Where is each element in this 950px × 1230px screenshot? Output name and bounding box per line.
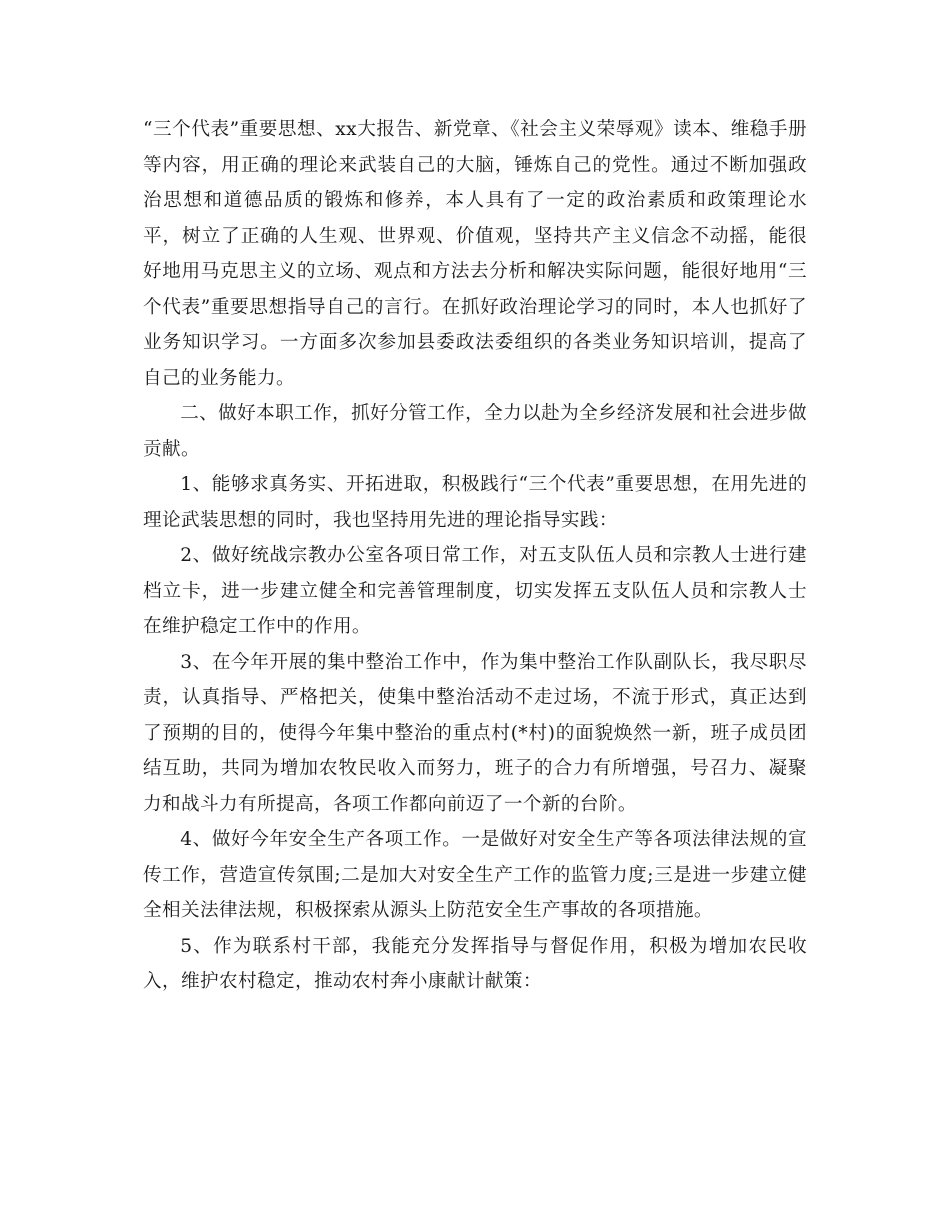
document-body xyxy=(143,112,807,1000)
paragraph-item-3: 3、在今年开展的集中整治工作中，作为集中整治工作队副队长，我尽职尽责，认真指导、严格把关，使集中整治活动不走过场，不流于形式，真正达到了预期的目的，使得今年集中整治的重点村(*村)的面貌焕然一新，班子成员团结互助，共同为增加农牧民收入而努力，班子的合力有所增强，号召力、凝聚力和战斗力有所提高，各项工作都向前迈了一个新的台阶。 xyxy=(143,651,807,815)
paragraph-item-2: 2、做好统战宗教办公室各项日常工作，对五支队伍人员和宗教人士进行建档立卡，进一步建立健全和完善管理制度，切实发挥五支队伍人员和宗教人士在维护稳定工作中的作用。 xyxy=(143,545,807,637)
paragraph-continuation: “三个代表”重要思想、xx大报告、新党章、《社会主义荣辱观》读本、维稳手册等内容，用正确的理论来武装自己的大脑，锤炼自己的党性。通过不断加强政治思想和道德品质的锻炼和修养，本人具有了一定的政治素质和政策理论水平，树立了正确的人生观、世界观、价值观，坚持共产主义信念不动摇，能很好地用马克思主义的立场、观点和方法去分析和解决实际问题，能很好地用“三个代表”重要思想指导自己的言行。在抓好政治理论学习的同时，本人也抓好了业务知识学习。一方面多次参加县委政法委组织的各类业务知识培训，提高了自己的业务能力。 xyxy=(143,119,807,389)
paragraph-section-two-heading: 二、做好本职工作，抓好分管工作，全力以赴为全乡经济发展和社会进步做贡献。 xyxy=(143,403,807,460)
paragraph-item-1: 1、能够求真务实、开拓进取，积极践行“三个代表”重要思想，在用先进的理论武装思想的同时，我也坚持用先进的理论指导实践： xyxy=(143,474,807,531)
paragraph-item-4: 4、做好今年安全生产各项工作。一是做好对安全生产等各项法律法规的宣传工作，营造宣传氛围;二是加大对安全生产工作的监管力度;三是进一步建立健全相关法律法规，积极探索从源头上防范安全生产事故的各项措施。 xyxy=(143,829,807,921)
paragraph-item-5: 5、作为联系村干部，我能充分发挥指导与督促作用，积极为增加农民收入，维护农村稳定，推动农村奔小康献计献策： xyxy=(143,935,807,992)
